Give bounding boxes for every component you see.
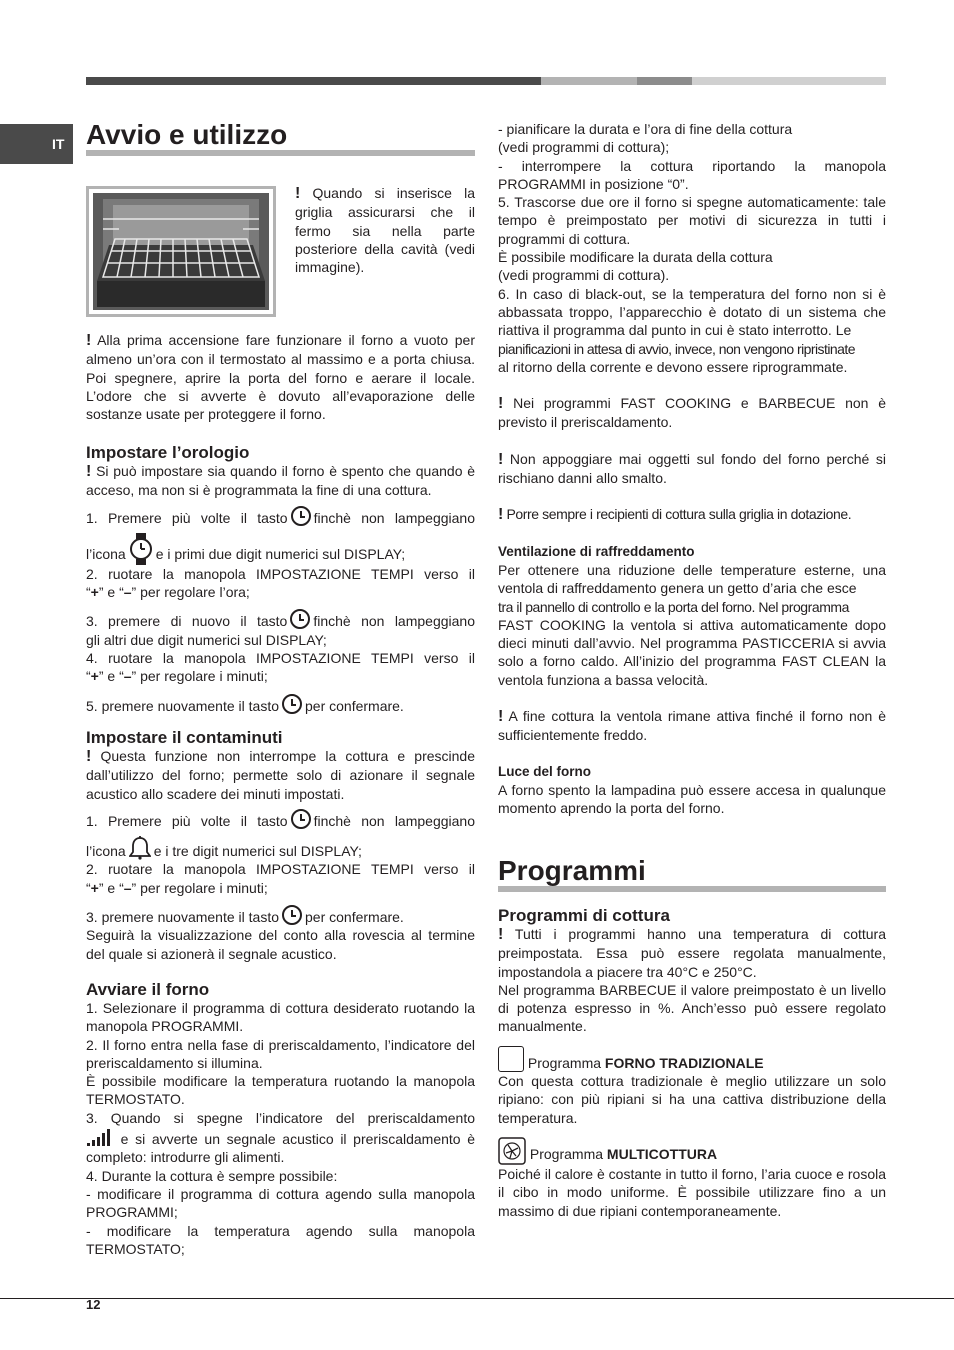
clock-button-icon — [291, 506, 311, 526]
clock-step-3 — [86, 609, 475, 630]
quote-open: “ — [86, 584, 91, 601]
traditional-oven-icon — [498, 1046, 524, 1072]
minus-sign: – — [123, 668, 132, 685]
clock-heading: Impostare l’orologio — [86, 443, 250, 462]
fan-heading: Ventilazione di raffreddamento — [498, 543, 695, 559]
clock-step-4-cont — [86, 667, 475, 685]
right-column-top — [498, 120, 886, 818]
note-fan-text: A fine cottura la ventola rimane attiva finché il forno non è sufficientemente freddo. — [498, 708, 886, 744]
clock-note — [86, 462, 475, 500]
timer-step-2 — [86, 860, 475, 878]
timer-heading: Impostare il contaminuti — [86, 728, 283, 747]
light-text: A forno spento la lampadina può essere accesa in qualunque momento aprendo la porta del forno. — [498, 781, 886, 817]
plus-sign: + — [90, 668, 99, 685]
clock-step-3-a: 3. premere di nuovo il tasto — [86, 613, 288, 630]
warning-mark: ! — [86, 748, 92, 765]
start-p3: È possibile modificare la temperatura ruotando la manopola TERMOSTATO. — [86, 1073, 475, 1108]
section-title-programmi: Programmi — [498, 856, 886, 892]
header-bar-mid — [637, 77, 692, 85]
timer-step-1-cont — [86, 836, 475, 860]
programs-note-text: Tutti i programmi hanno una temperatura di cottura preimpostata. Essa può essere regolata manualmente, impostandola a piacere tra 40°C e 250°C. — [498, 926, 886, 980]
bell-icon — [129, 836, 151, 860]
oven-rack-illustration — [89, 189, 273, 314]
clock-step-5-a: 5. premere nuovamente il tasto — [86, 697, 279, 714]
first-use-note — [86, 331, 475, 423]
footer-rule — [0, 1298, 954, 1299]
note-fast-cooking-text: Nei programmi FAST COOKING e BARBECUE non è previsto il preriscaldamento. — [498, 395, 886, 431]
timer-note-text: Questa funzione non interrompe la cottura e prescinde dall’utilizzo del forno; permette solo di azionare il segnale acustico allo scadere dei minuti impostati. — [86, 748, 476, 802]
clock-step-2-text: 2. ruotare la manopola IMPOSTAZIONE TEMPI verso il — [86, 565, 475, 582]
language-tab: IT — [0, 124, 73, 164]
r6: (vedi programmi di cottura). — [498, 267, 670, 284]
clock-step-5 — [86, 694, 475, 715]
warning-mark: ! — [498, 708, 504, 726]
section-title-avvio: Avvio e utilizzo — [86, 120, 475, 156]
fan-p1: Per ottenere una riduzione delle temperature esterne, una ventola di raffreddamento genera un getto d’aria che esce — [498, 561, 886, 597]
clock-step-2-cont — [86, 583, 475, 601]
page-number: 12 — [86, 1297, 101, 1312]
programs-heading: Programmi di cottura — [498, 906, 670, 925]
warning-mark: ! — [498, 395, 504, 413]
clock-step-1-c: l’icona — [86, 545, 126, 562]
program-name: FORNO TRADIZIONALE — [604, 1054, 764, 1071]
timer-step-3-cont — [86, 926, 475, 963]
note-bottom-text: Non appoggiare mai oggetti sul fondo del forno perché si rischiano danni allo smalto. — [498, 450, 886, 487]
timer-step-3-a: 3. premere nuovamente il tasto — [86, 909, 279, 926]
note-fan — [498, 707, 886, 745]
r3: - interrompere la cottura riportando la manopola PROGRAMMI in posizione “0”. — [498, 157, 886, 192]
minus-sign: – — [123, 879, 132, 896]
program-multi-text: Poiché il calore è costante in tutto il forno, l’aria cuoce e rosola il cibo in modo uniforme. È possibile utilizzare fino a un massimo di due ripiani contemporaneamente. — [498, 1165, 886, 1219]
light-heading: Luce del forno — [498, 763, 592, 779]
grill-note — [295, 184, 475, 276]
note-grill — [498, 505, 886, 524]
program-traditional-text: Con questa cottura tradizionale è meglio utilizzare un solo ripiano: con più ripiani si ha una cattiva distribuzione della temperatura. — [498, 1073, 886, 1126]
clock-step-5-b: per confermare. — [305, 697, 404, 714]
plus-sign: + — [90, 584, 99, 601]
start-p7: - modificare la temperatura agendo sulla manopola TERMOSTATO; — [86, 1222, 475, 1257]
program-name: MULTICOTTURA — [606, 1145, 718, 1162]
timer-step-3-c: Seguirà la visualizzazione del conto alla rovescia al termine del quale si azionerà il segnale acustico. — [86, 927, 475, 962]
quote-mid: ” e “ — [98, 584, 124, 601]
clock-step-2-end: ” per regolare l’ora; — [131, 584, 250, 601]
warning-mark: ! — [86, 463, 92, 480]
r2: (vedi programmi di cottura); — [498, 139, 670, 156]
plus-sign: + — [90, 879, 99, 896]
warning-mark: ! — [498, 926, 504, 943]
minus-sign: – — [123, 584, 132, 601]
timer-step-3-b: per confermare. — [305, 909, 404, 926]
clock-button-icon — [290, 609, 310, 629]
clock-step-3-c: gli altri due digit numerici sul DISPLAY; — [86, 631, 327, 648]
start-p4-b: e si avverte un segnale acustico il preriscaldamento è completo: introdurre gli alimenti. — [86, 1131, 475, 1166]
fan-p3: FAST COOKING la ventola si attiva automaticamente dopo dieci minuti dall’avvio. Nel programma PASTICCERIA si avvia solo a forno caldo. All’inizio del programma FAST CLEAN la ventola funziona a bassa velocità. — [498, 616, 886, 688]
note-grill-text: Porre sempre i recipienti di cottura sulla griglia in dotazione. — [506, 506, 852, 523]
clock-step-4 — [86, 649, 475, 667]
warning-mark: ! — [498, 506, 503, 524]
wristwatch-icon — [129, 533, 153, 565]
timer-section — [86, 728, 475, 963]
first-use-text: Alla prima accensione fare funzionare il forno a vuoto per almeno un’ora con il termostato al massimo e a porta chiusa. Poi spegnere, aprire la porta del forno e aerare il locale. L’odore che si avverte è dovuto all’evaporazione delle sostanze usate per proteggere il forno. — [86, 332, 475, 423]
oven-grill-image — [86, 186, 276, 317]
clock-step-1-b: finchè non lampeggiano — [313, 509, 475, 526]
warning-mark: ! — [86, 332, 92, 349]
program-multi — [498, 1137, 886, 1165]
timer-step-3 — [86, 905, 475, 926]
grill-note-text: Quando si inserisce la griglia assicurarsi che il fermo sia nella parte posteriore della cavità (vedi immagine). — [295, 185, 475, 276]
clock-button-icon — [282, 905, 302, 925]
clock-step-3-b: finchè non lampeggiano — [313, 613, 475, 630]
quote-mid: ” e “ — [98, 879, 124, 896]
fan-oven-icon — [498, 1137, 526, 1165]
start-p1: 1. Selezionare il programma di cottura desiderato ruotando la manopola PROGRAMMI. — [86, 1000, 475, 1035]
timer-step-2-text: 2. ruotare la manopola IMPOSTAZIONE TEMPI verso il — [86, 861, 475, 878]
timer-step-1 — [86, 809, 475, 830]
programs-barbecue: Nel programma BARBECUE il valore preimpostato è un livello di potenza espresso in %. Anch’esso può essere regolato manualmente. — [498, 981, 886, 1035]
clock-section — [86, 443, 475, 715]
start-p5: 4. Durante la cottura è sempre possibile: — [86, 1167, 338, 1184]
clock-note-text: Si può impostare sia quando il forno è spento che quando è acceso, ma non si è programmata la fine di una cottura. — [86, 463, 476, 499]
note-bottom — [498, 450, 886, 488]
timer-step-1-d: e i tre digit numerici sul DISPLAY; — [153, 843, 362, 860]
start-section — [86, 980, 475, 1258]
timer-step-1-c: l’icona — [86, 843, 126, 860]
warning-mark: ! — [498, 450, 504, 468]
note-fast-cooking — [498, 394, 886, 432]
fan-p2: tra il pannello di controllo e la porta del forno. Nel programma — [498, 598, 849, 615]
quote-open: “ — [86, 668, 91, 685]
clock-button-icon — [282, 694, 302, 714]
start-p6: - modificare il programma di cottura agendo sulla manopola PROGRAMMI; — [86, 1185, 475, 1221]
clock-step-1-cont — [86, 533, 475, 565]
r7b: pianificazioni in attesa di avvio, invece, non vengono ripristinate — [498, 340, 855, 357]
program-label: Programma — [527, 1054, 602, 1071]
clock-step-1-a: 1. Premere più volte il tasto — [86, 509, 288, 526]
quote-open: “ — [86, 879, 91, 896]
r1: - pianificare la durata e l’ora di fine della cottura — [498, 121, 793, 137]
start-p4-cont — [86, 1127, 475, 1167]
timer-note — [86, 747, 475, 803]
clock-button-icon — [291, 809, 311, 829]
clock-step-2 — [86, 565, 475, 583]
timer-step-2-cont — [86, 879, 475, 897]
r5: È possibile modificare la durata della cottura — [498, 249, 773, 266]
clock-step-1 — [86, 506, 475, 527]
preheat-signal-icon — [86, 1127, 114, 1147]
quote-mid: ” e “ — [98, 668, 124, 685]
programs-section — [498, 906, 886, 1220]
start-p4: 3. Quando si spegne l’indicatore del preriscaldamento — [86, 1109, 475, 1126]
start-heading: Avviare il forno — [86, 980, 210, 999]
timer-step-2-end: ” per regolare i minuti; — [131, 879, 268, 896]
program-traditional — [498, 1046, 886, 1072]
header-bar-light-2 — [692, 77, 886, 85]
header-bar-light — [541, 77, 637, 85]
warning-mark: ! — [295, 185, 301, 202]
r7: 6. In caso di black-out, se la temperatura del forno non si è abbassata troppo, l’apparecchio è dotato di un sistema che riattiva il programma dal punto in cui è stato interrotto. Le — [498, 285, 886, 339]
clock-step-3-cont — [86, 631, 475, 649]
programs-note — [498, 925, 886, 981]
timer-step-1-a: 1. Premere più volte il tasto — [86, 812, 288, 829]
timer-step-1-b: finchè non lampeggiano — [313, 812, 475, 829]
header-bar-dark — [86, 77, 541, 85]
start-p2: 2. Il forno entra nella fase di preriscaldamento, l’indicatore del preriscaldamento si illumina. — [86, 1036, 475, 1071]
r7c: al ritorno della corrente e devono essere riprogrammate. — [498, 358, 848, 375]
r4: 5. Trascorse due ore il forno si spegne automaticamente: tale tempo è preimpostato per motivi di sicurezza in tutti i programmi di cottura. — [498, 194, 886, 247]
clock-step-4-text: 4. ruotare la manopola IMPOSTAZIONE TEMPI verso il — [86, 650, 475, 667]
clock-step-1-d: e i primi due digit numerici sul DISPLAY; — [155, 545, 406, 562]
clock-step-4-end: ” per regolare i minuti; — [131, 668, 268, 685]
program-label: Programma — [529, 1145, 604, 1162]
